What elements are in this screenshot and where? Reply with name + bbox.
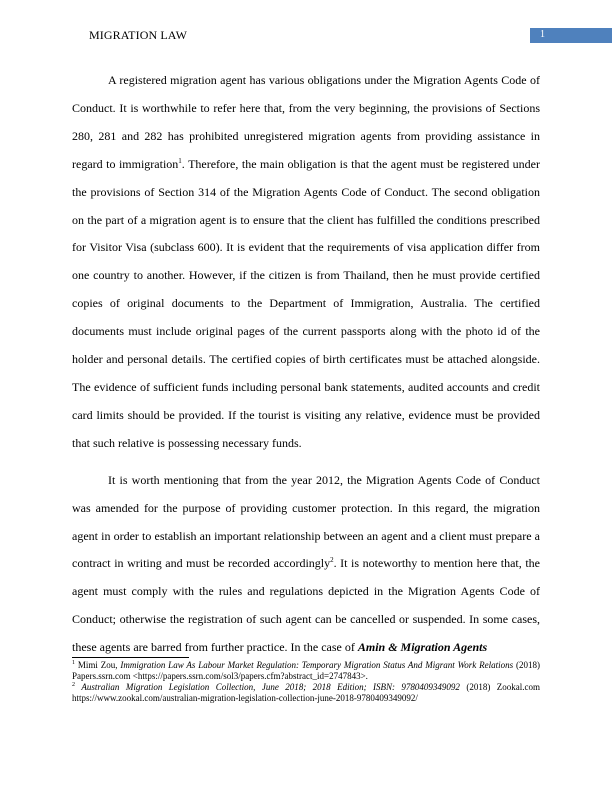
paragraph-1-text-b: . Therefore, the main obligation is that the agent must be registered under the provisions of Section 314 of the Migration Agents Code of Conduct. The second obligation on the part of a migration agent is to ensure that the client has fulfilled the conditions prescribed for Visitor Visa (subclass 600). It is evident that the requirements of visa application differ from one country to another. However, if the citizen is from Thailand, then he must provide certified copies of original documents to the Department of Immigration, Australia. The certified documents must include original pages of the current passports along with the photo id of the holder and personal details. The certified copies of birth certificates must be attached alongside. The evidence of sufficient funds including personal bank statements, audited accounts and credit card limits should be provided. If the tourist is visiting any relative, evidence must be provided that such relative is possessing necessary funds. <box>72 156 540 450</box>
footnote-2-number: 2 <box>72 682 75 688</box>
footnote-1-author: Mimi Zou, <box>77 660 121 670</box>
footnote-1-source: (2018) Papers.ssrn.com <https://papers.ssrn.com/sol3/papers.cfm?abstract_id=2747843>. <box>72 660 540 681</box>
footnote-2 <box>72 682 540 704</box>
running-head: MIGRATION LAW <box>89 28 187 42</box>
footnote-ref-2[interactable]: 2 <box>330 556 334 565</box>
paragraph-1 <box>72 67 540 458</box>
paragraph-2-text-a: It is worth mentioning that from the year 2012, the Migration Agents Code of Conduct was amended for the purpose of providing customer protection. In this regard, the migration agent in order to establish an important relationship between an agent and a client must prepare a contract in writing and must be recorded accordingly <box>72 472 540 571</box>
page-number-badge <box>530 28 612 43</box>
footnote-1 <box>72 660 540 682</box>
footnote-2-source: (2018) Zookal.com https://www.zookal.com/australian-migration-legislation-collection-june-2018-9780409349092/ <box>72 682 541 703</box>
paragraph-2 <box>72 467 540 662</box>
paragraph-1-text-a: A registered migration agent has various obligations under the Migration Agents Code of Conduct. It is worthwhile to refer here that, from the very beginning, the provisions of Sections 280, 281 and 282 has prohibited unregistered migration agents from providing assistance in regard to immigration <box>72 73 540 171</box>
footnote-2-title: Australian Migration Legislation Collection, June 2018; 2018 Edition; ISBN: 9780409349092 <box>81 682 460 692</box>
paragraph-2-text-b: . It is noteworthy to mention here that, the agent must comply with the rules and regulations depicted in the Migration Agents Code of Conduct; otherwise the registration of such agent can be cancelled or suspended. In some cases, these agents are barred from further practice. In the case of <box>72 556 540 655</box>
body-text <box>72 67 540 662</box>
footnotes <box>72 660 540 704</box>
footnote-1-title: Immigration Law As Labour Market Regulation: Temporary Migration Status And Migrant Work Relations <box>120 660 514 670</box>
case-name: Amin & Migration Agents <box>357 640 488 655</box>
footnote-separator <box>72 657 189 658</box>
footnote-1-number: 1 <box>72 660 75 666</box>
footnote-ref-1[interactable]: 1 <box>178 156 182 165</box>
page-number: 1 <box>540 29 545 40</box>
